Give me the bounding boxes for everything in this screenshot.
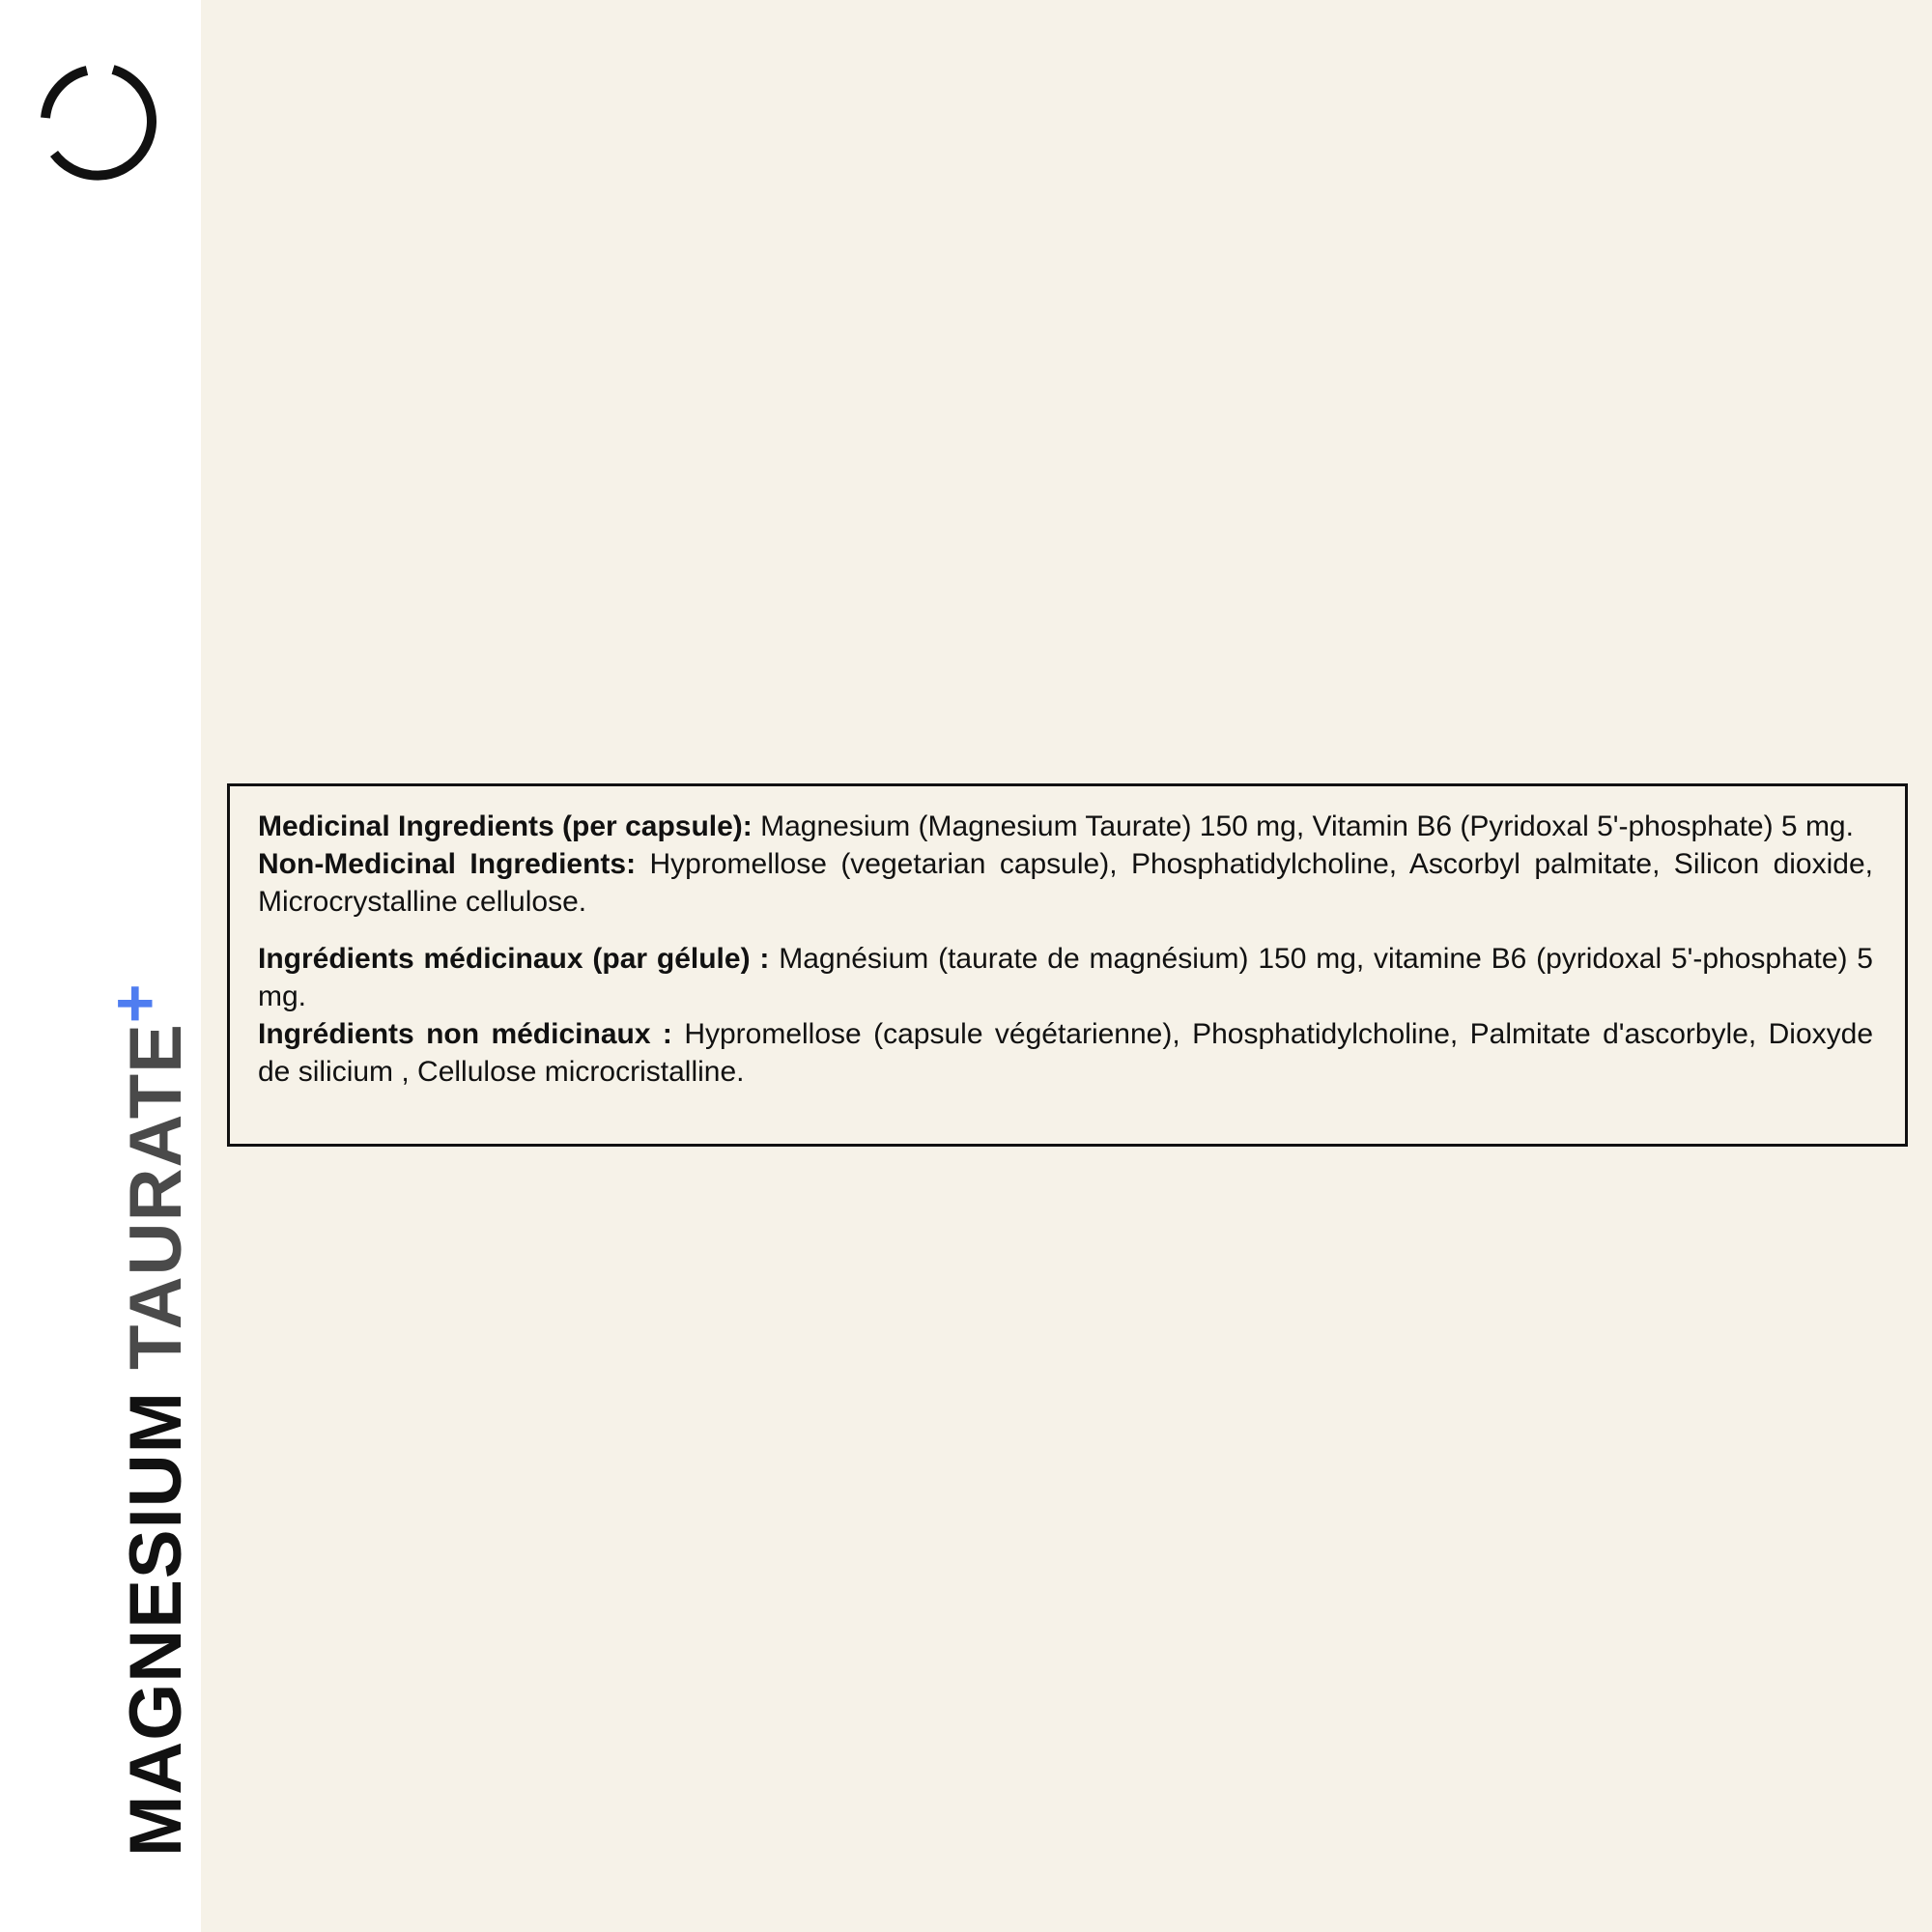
medicinal-text-fr: Magnésium (taurate de magnésium) 150 mg, vitamine B6 (pyridoxal 5'-phosphate) 5 mg. bbox=[258, 943, 1873, 1012]
medicinal-ingredients-fr bbox=[258, 940, 1873, 1015]
ingredients-panel bbox=[227, 783, 1908, 1147]
brand-sidebar bbox=[0, 0, 201, 1932]
non-medicinal-ingredients-fr bbox=[258, 1015, 1873, 1091]
medicinal-label-fr: Ingrédients médicinaux (par gélule) : bbox=[258, 943, 770, 975]
ingredients-english bbox=[258, 808, 1873, 921]
product-title-word-1: MAGNESIUM bbox=[115, 1391, 197, 1857]
non-medicinal-label-en: Non-Medicinal Ingredients: bbox=[258, 848, 637, 880]
product-title bbox=[97, 982, 197, 1857]
open-ring-logo-icon bbox=[37, 60, 164, 187]
product-title-word-2: TAURATE bbox=[115, 1023, 197, 1370]
medicinal-text-en: Magnesium (Magnesium Taurate) 150 mg, Vitamin B6 (Pyridoxal 5'-phosphate) 5 mg. bbox=[760, 810, 1854, 842]
medicinal-label-en: Medicinal Ingredients (per capsule): bbox=[258, 810, 753, 842]
non-medicinal-text-fr: Hypromellose (capsule végétarienne), Phosphatidylcholine, Palmitate d'ascorbyle, Dioxyde de silicium , Cellulose microcristalline. bbox=[258, 1018, 1874, 1088]
product-title-plus: + bbox=[97, 982, 172, 1024]
non-medicinal-text-en: Hypromellose (vegetarian capsule), Phosphatidylcholine, Ascorbyl palmitate, Silicon dioxide, Microcrystalline cellulose. bbox=[258, 848, 1873, 918]
non-medicinal-label-fr: Ingrédients non médicinaux : bbox=[258, 1018, 672, 1050]
medicinal-ingredients-en bbox=[258, 808, 1873, 845]
ingredients-french bbox=[258, 940, 1873, 1091]
non-medicinal-ingredients-en bbox=[258, 845, 1873, 921]
